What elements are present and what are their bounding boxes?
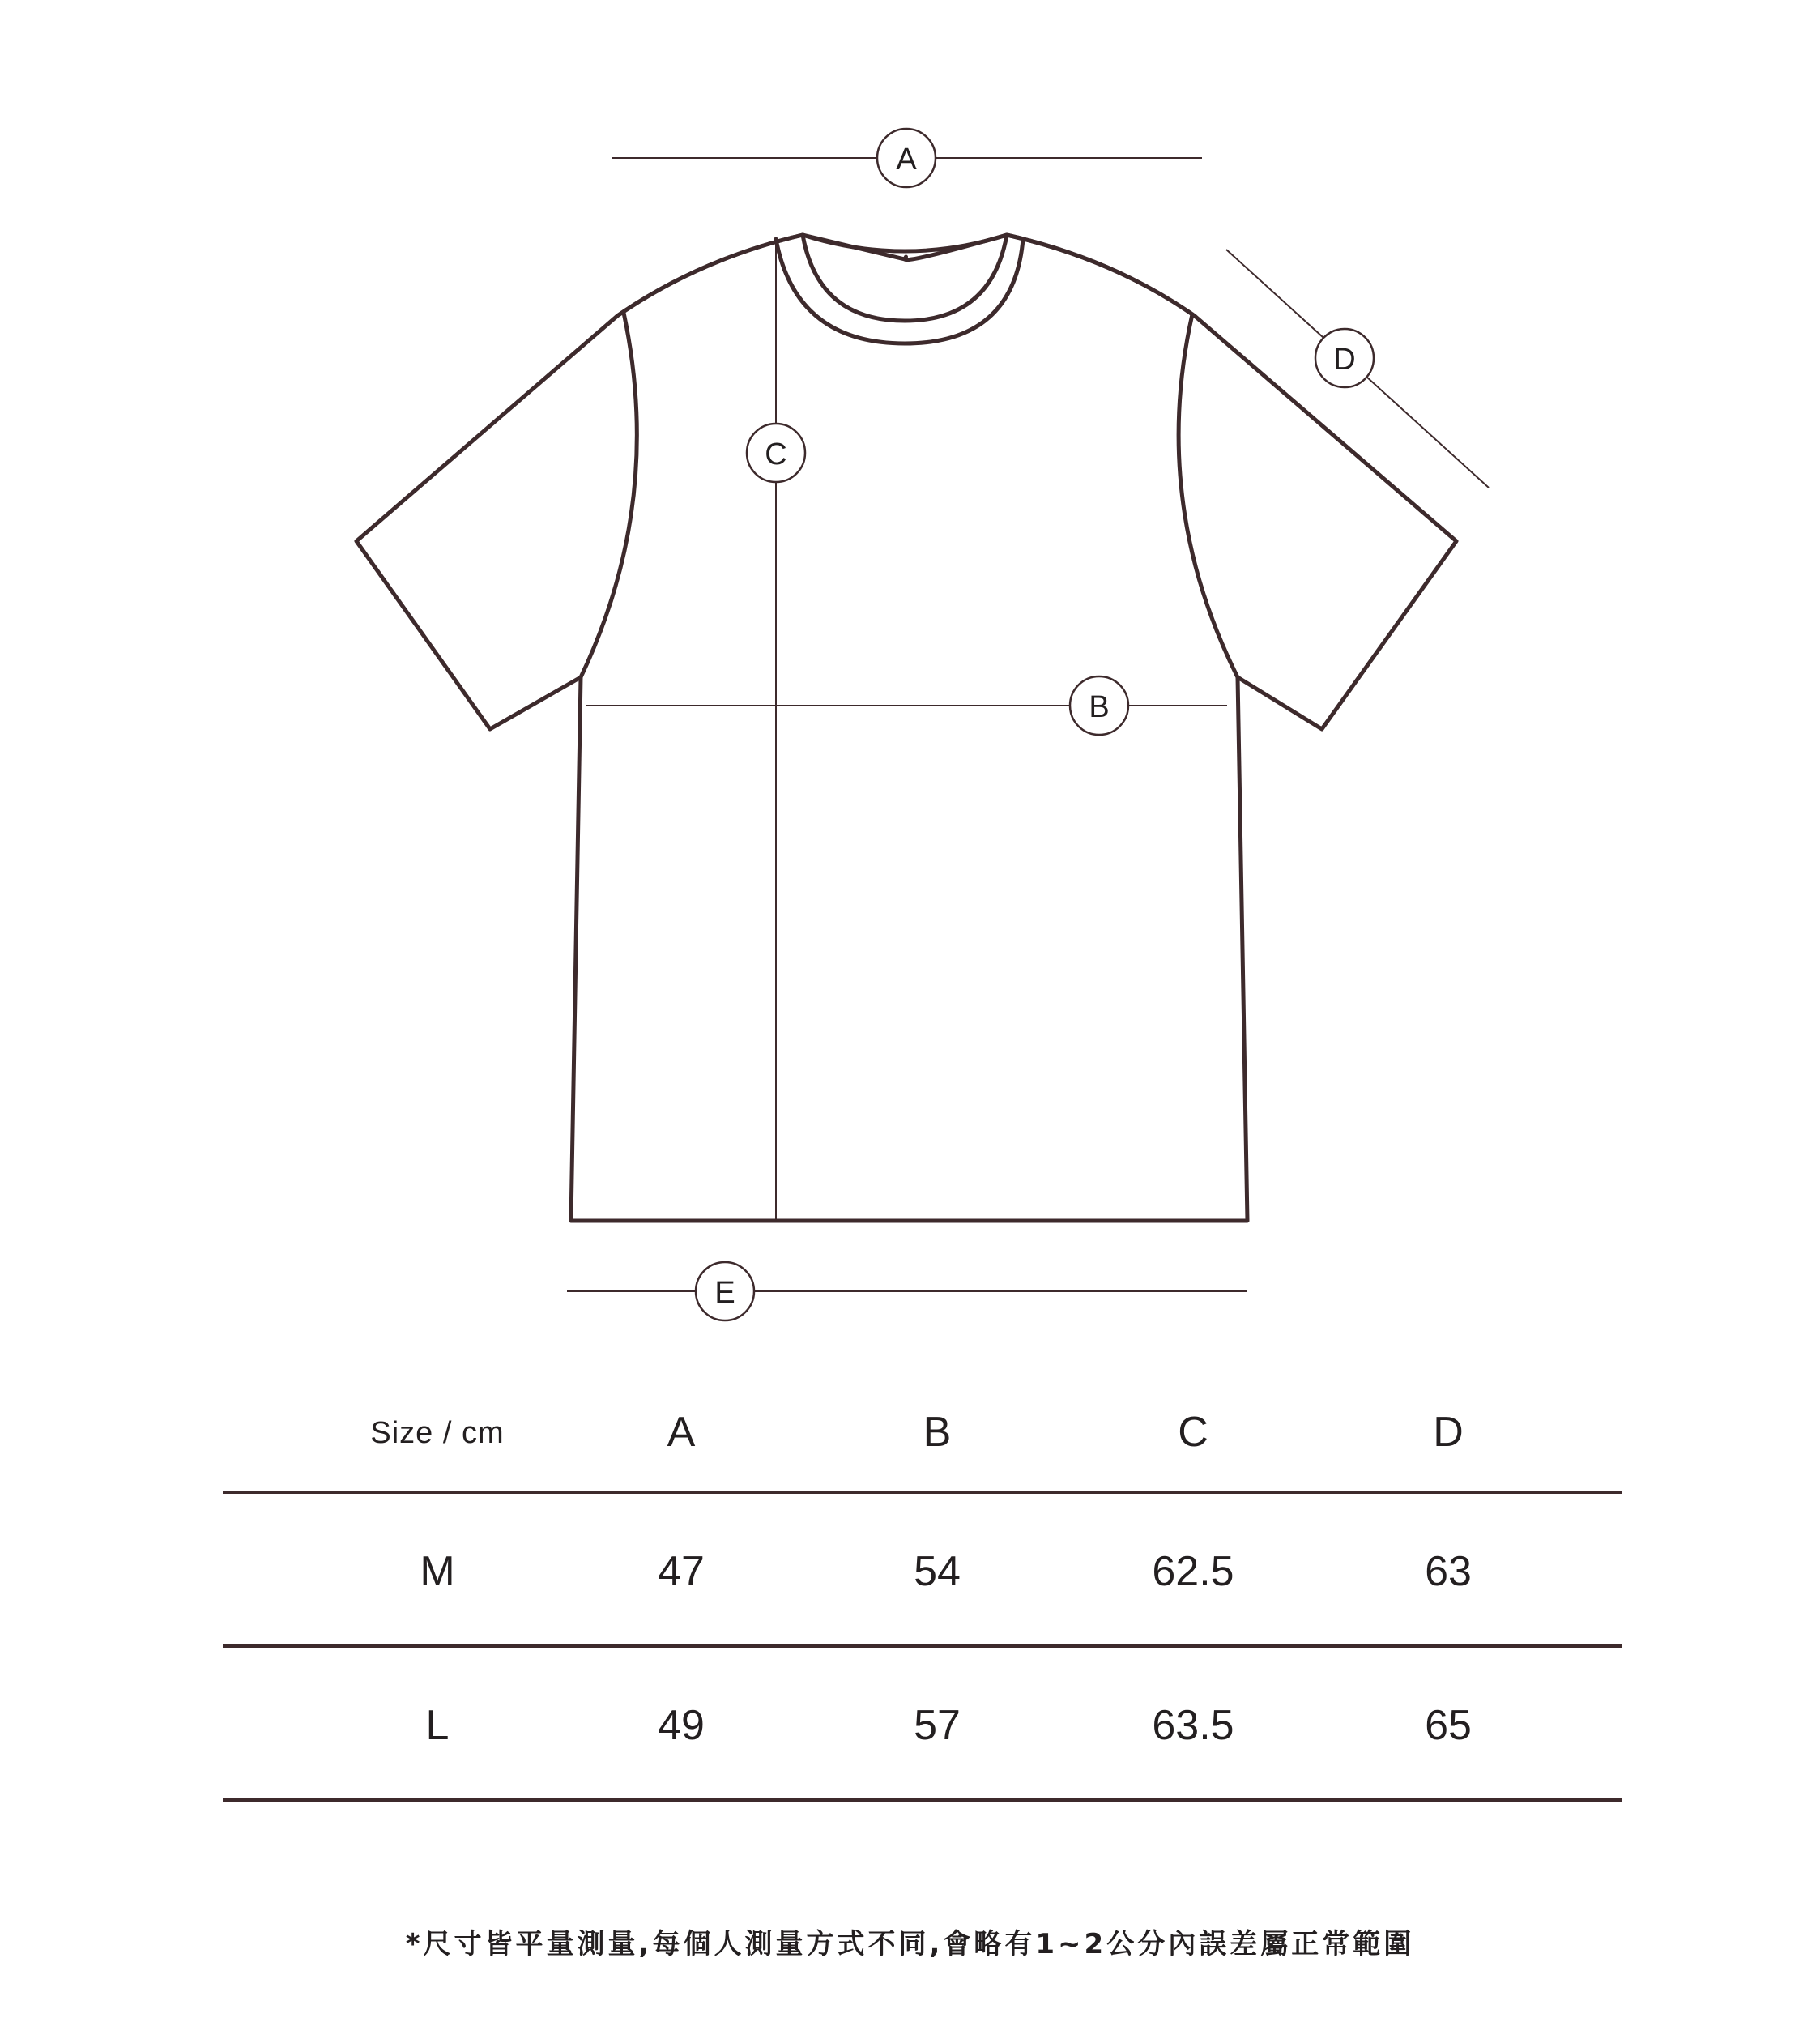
value-cell-c: 62.5 [1152,1548,1234,1595]
column-header-d: D [1433,1409,1464,1456]
tshirt-left-armhole-seam [581,313,637,677]
table-divider [223,1798,1622,1802]
tshirt-right-armhole-seam [1179,314,1238,677]
size-unit-label: Size / cm [370,1416,505,1450]
value-cell-d: 63 [1425,1548,1472,1595]
table-divider [223,1644,1622,1648]
marker-c-label: C [765,437,787,471]
table-row [223,1491,1622,1644]
value-cell-c: 63.5 [1152,1702,1234,1749]
tshirt-shoulder-outline [617,235,1195,316]
tshirt-body-outline [356,235,1456,1221]
column-header-b: B [923,1409,952,1456]
size-table [223,1377,1622,1798]
table-row [223,1644,1622,1798]
marker-e [696,1262,754,1320]
value-cell-b: 57 [914,1702,961,1749]
value-cell-a: 47 [658,1548,705,1595]
tshirt-collar-outer [776,239,1023,343]
tshirt-collar-inner [803,235,1007,321]
size-cell: M [420,1548,455,1595]
value-cell-d: 65 [1425,1702,1472,1749]
column-header-a: A [667,1409,696,1456]
marker-d-label: D [1333,343,1356,377]
marker-b-label: B [1089,690,1110,724]
column-header-c: C [1178,1409,1208,1456]
marker-e-label: E [714,1276,735,1310]
measurement-footnote: *尺寸皆平量測量,每個人測量方式不同,會略有1~2公分內誤差屬正常範圍 [405,1928,1415,1960]
marker-a-label: A [896,143,917,177]
marker-b [1070,676,1128,735]
table-divider [223,1491,1622,1494]
value-cell-b: 54 [914,1548,961,1595]
size-cell: L [425,1702,450,1749]
value-cell-a: 49 [658,1702,705,1749]
marker-a [877,129,936,187]
marker-d [1315,329,1374,387]
marker-c [747,424,805,482]
size-table-header [223,1377,1622,1491]
